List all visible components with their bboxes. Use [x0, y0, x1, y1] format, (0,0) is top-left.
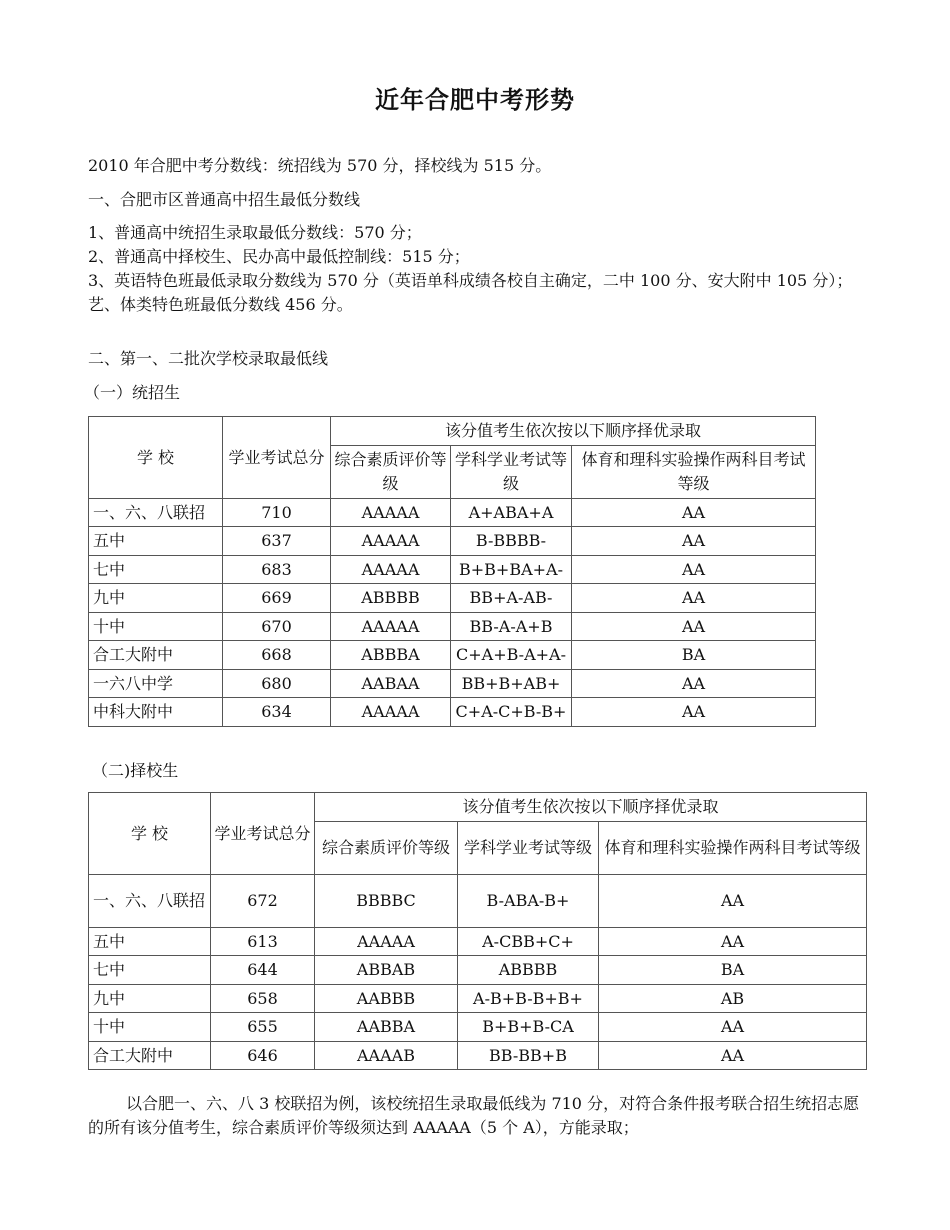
table-cell: BB+A-AB-	[451, 584, 572, 613]
table-cell: BB+B+AB+	[451, 670, 572, 698]
table-cell: AA	[599, 1013, 867, 1042]
table-cell: ABBAB	[315, 956, 458, 985]
table-row	[89, 499, 816, 527]
table-cell: ABBBA	[331, 641, 451, 670]
table-row	[89, 1013, 867, 1042]
cell-school: 九中	[89, 584, 223, 613]
table-cell: AA	[572, 556, 816, 584]
table-cell: AA	[572, 613, 816, 641]
section1-item-1: 1、普通高中统招生录取最低分数线：570 分；	[88, 223, 422, 242]
table-cell: 646	[211, 1042, 315, 1070]
cell-school: 合工大附中	[89, 1042, 211, 1070]
table-cell: AAAAA	[315, 928, 458, 956]
header-col-2: 学科学业考试等级	[458, 822, 599, 875]
table-cell: A-B+B-B+B+	[458, 985, 599, 1013]
table-cell: 672	[211, 875, 315, 928]
table-cell: 655	[211, 1013, 315, 1042]
cell-school: 五中	[89, 527, 223, 556]
table-cell: AABBA	[315, 1013, 458, 1042]
table-row	[89, 641, 816, 670]
section1-heading: 一、合肥市区普通高中招生最低分数线	[88, 190, 361, 209]
table-cell: AB	[599, 985, 867, 1013]
header-group: 该分值考生依次按以下顺序择优录取	[331, 417, 816, 446]
table-cell: AAAAA	[331, 698, 451, 727]
table-cell: B-BBBB-	[451, 527, 572, 556]
cell-school: 一六八中学	[89, 670, 223, 698]
table-cell: BBBBC	[315, 875, 458, 928]
table-cell: AA	[572, 584, 816, 613]
table-tongzhao	[88, 416, 816, 727]
table-row	[89, 584, 816, 613]
header-col-3: 体育和理科实验操作两科目考试等级	[572, 446, 816, 499]
header-col-1: 综合素质评价等级	[331, 446, 451, 499]
table-cell: 644	[211, 956, 315, 985]
table-row	[89, 956, 867, 985]
table-cell: B+B+BA+A-	[451, 556, 572, 584]
table-cell: 680	[223, 670, 331, 698]
table-cell: 613	[211, 928, 315, 956]
cell-school: 七中	[89, 956, 211, 985]
cell-school: 九中	[89, 985, 211, 1013]
subheading-zexiao: （二)择校生	[92, 761, 179, 780]
cell-school: 一、六、八联招	[89, 875, 211, 928]
table-row	[89, 556, 816, 584]
table-cell: BB-BB+B	[458, 1042, 599, 1070]
table-cell: C+A+B-A+A-	[451, 641, 572, 670]
header-school: 学 校	[89, 793, 211, 875]
cell-school: 合工大附中	[89, 641, 223, 670]
header-school: 学 校	[89, 417, 223, 499]
table-cell: AA	[572, 527, 816, 556]
header-score: 学业考试总分	[223, 417, 331, 499]
table-cell: AABBB	[315, 985, 458, 1013]
closing-paragraph: 以合肥一、六、八 3 校联招为例，该校统招生录取最低线为 710 分，对符合条件报考联合招生统招志愿的所有该分值考生，综合素质评价等级须达到 AAAAA（5 个 A），方能录取；	[88, 1094, 860, 1137]
table-cell: BB-A-A+B	[451, 613, 572, 641]
header-score: 学业考试总分	[211, 793, 315, 875]
header-group: 该分值考生依次按以下顺序择优录取	[315, 793, 867, 822]
table-cell: AAAAB	[315, 1042, 458, 1070]
table-row	[89, 928, 867, 956]
table-cell: AABAA	[331, 670, 451, 698]
table-row	[89, 985, 867, 1013]
intro-text: 2010 年合肥中考分数线：统招线为 570 分，择校线为 515 分。	[88, 156, 552, 175]
table-cell: AA	[599, 928, 867, 956]
cell-school: 七中	[89, 556, 223, 584]
section2-heading: 二、第一、二批次学校录取最低线	[88, 349, 329, 368]
table-cell: AA	[599, 875, 867, 928]
table-cell: AAAAA	[331, 527, 451, 556]
cell-school: 五中	[89, 928, 211, 956]
table-row	[89, 698, 816, 727]
cell-school: 十中	[89, 1013, 211, 1042]
cell-school: 十中	[89, 613, 223, 641]
table-cell: AA	[599, 1042, 867, 1070]
table-cell: 634	[223, 698, 331, 727]
section1-item-2: 2、普通高中择校生、民办高中最低控制线：515 分；	[88, 247, 470, 266]
table-cell: 637	[223, 527, 331, 556]
table-row	[89, 527, 816, 556]
table-cell: AAAAA	[331, 613, 451, 641]
table-cell: BA	[599, 956, 867, 985]
table-row	[89, 1042, 867, 1070]
table-cell: BA	[572, 641, 816, 670]
cell-school: 一、六、八联招	[89, 499, 223, 527]
table-cell: C+A-C+B-B+	[451, 698, 572, 727]
table-cell: A+ABA+A	[451, 499, 572, 527]
page-title: 近年合肥中考形势	[375, 86, 575, 114]
header-col-3: 体育和理科实验操作两科目考试等级	[599, 822, 867, 875]
table-cell: AAAAA	[331, 499, 451, 527]
table-cell: AA	[572, 499, 816, 527]
header-col-2: 学科学业考试等级	[451, 446, 572, 499]
table-cell: 668	[223, 641, 331, 670]
table-cell: A-CBB+C+	[458, 928, 599, 956]
subheading-tongzhao: （一）统招生	[84, 383, 181, 402]
cell-school: 中科大附中	[89, 698, 223, 727]
table-cell: ABBBB	[458, 956, 599, 985]
table-cell: AAAAA	[331, 556, 451, 584]
table-row	[89, 613, 816, 641]
table-cell: 669	[223, 584, 331, 613]
table-cell: 658	[211, 985, 315, 1013]
table-cell: AA	[572, 698, 816, 727]
table-cell: 670	[223, 613, 331, 641]
section1-item-3: 3、英语特色班最低录取分数线为 570 分（英语单科成绩各校自主确定，二中 100 分、安大附中 105 分）；艺、体类特色班最低分数线 456 分。	[88, 271, 853, 314]
header-col-1: 综合素质评价等级	[315, 822, 458, 875]
table-cell: 710	[223, 499, 331, 527]
table-cell: ABBBB	[331, 584, 451, 613]
table-cell: B+B+B-CA	[458, 1013, 599, 1042]
table-row	[89, 875, 867, 928]
table-cell: 683	[223, 556, 331, 584]
table-row	[89, 670, 816, 698]
table-zexiao	[88, 792, 867, 1070]
table-cell: B-ABA-B+	[458, 875, 599, 928]
table-cell: AA	[572, 670, 816, 698]
